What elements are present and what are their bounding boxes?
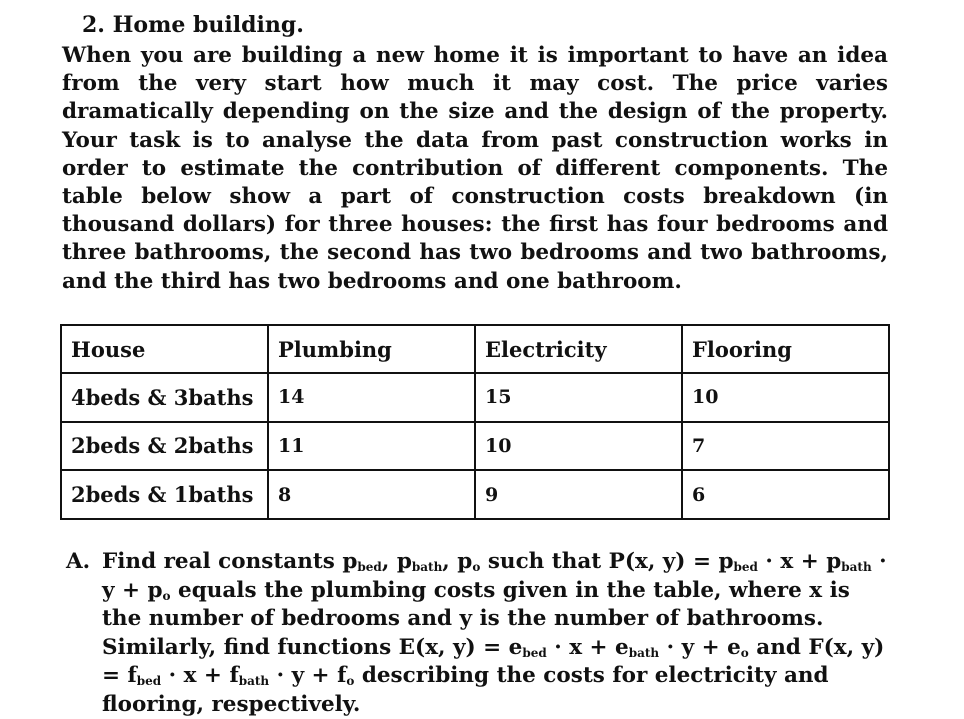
question-intro: Find real constants (102, 549, 343, 574)
var-p: p (342, 549, 358, 574)
cell-flooring: 10 (682, 373, 889, 422)
cell-plumbing: 14 (268, 373, 475, 422)
cell-electricity: 10 (475, 422, 682, 471)
cell-flooring: 6 (682, 470, 889, 519)
var-p: p (718, 549, 734, 574)
header-flooring: Flooring (682, 325, 889, 373)
ending-text: describing the costs for electricity and flooring, respectively. (102, 663, 829, 717)
table-row (61, 373, 889, 422)
var-p: p (147, 577, 163, 603)
times-y: · y + (102, 549, 887, 603)
sub-bed: bed (522, 645, 547, 660)
times-y: · y + (269, 663, 338, 688)
var-f: f (337, 663, 347, 688)
problem-intro: When you are building a new home it is important to have an idea from the very start how much it may cost. The price varies dramatically depending on the size and the design of the property. Your task is to analyse the data from past construction works in order to estimate the contribution of different components. The table below show a part of construction costs breakdown (in thousand dollars) for three houses: the first has four bedrooms and three bathrooms, the second has two bedrooms and two bathrooms, and the third has two bedrooms and one bathroom. (62, 43, 888, 294)
sub-bed: bed (357, 560, 382, 574)
sub-o: o (472, 560, 481, 574)
table-header-row (61, 325, 889, 373)
cell-plumbing: 8 (268, 470, 475, 519)
cell-house: 2beds & 2baths (61, 422, 268, 471)
cell-plumbing: 11 (268, 422, 475, 471)
cell-electricity: 15 (475, 373, 682, 422)
header-plumbing: Plumbing (268, 325, 475, 373)
var-p: p (396, 549, 412, 574)
times-x: · x + (161, 663, 230, 688)
header-house: House (61, 325, 268, 373)
comma: , (442, 549, 458, 574)
cell-flooring: 7 (682, 422, 889, 471)
question-text (102, 548, 890, 719)
line2-text: equals the plumbing costs given in the table, where x is the number of bedrooms and y is the number of bathrooms. Similarly, find functions E(x, y) = (102, 577, 850, 660)
var-e: e (508, 634, 523, 660)
cost-table (60, 324, 890, 520)
such-that-text: such that P(x, y) = (480, 549, 719, 574)
cell-house: 2beds & 1baths (61, 470, 268, 519)
var-e: e (615, 634, 629, 660)
table-row (61, 422, 889, 471)
times-x: · x + (546, 634, 616, 660)
sub-bath: bath (628, 645, 660, 660)
problem-title: 2. Home building. (82, 12, 304, 38)
var-p: p (457, 549, 473, 574)
var-e: e (727, 634, 741, 660)
cell-electricity: 9 (475, 470, 682, 519)
sub-bath: bath (841, 560, 872, 574)
var-f: f (229, 663, 239, 688)
sub-o: o (346, 674, 355, 688)
question-letter: A. (66, 549, 91, 574)
sub-bed: bed (136, 674, 162, 688)
var-f: f (127, 663, 137, 688)
sub-o: o (162, 588, 171, 603)
cell-house: 4beds & 3baths (61, 373, 268, 422)
sub-bath: bath (238, 674, 270, 688)
sub-o: o (740, 645, 749, 660)
and-f-text: and F(x, y) = (102, 634, 885, 688)
var-p: p (826, 549, 842, 574)
sub-bed: bed (733, 560, 758, 574)
times-x: · x + (757, 549, 827, 574)
comma: , (381, 549, 397, 574)
sub-bath: bath (411, 560, 443, 574)
table-row (61, 470, 889, 519)
header-electricity: Electricity (475, 325, 682, 373)
question-a (66, 548, 890, 719)
times-y: · y + (659, 634, 728, 660)
